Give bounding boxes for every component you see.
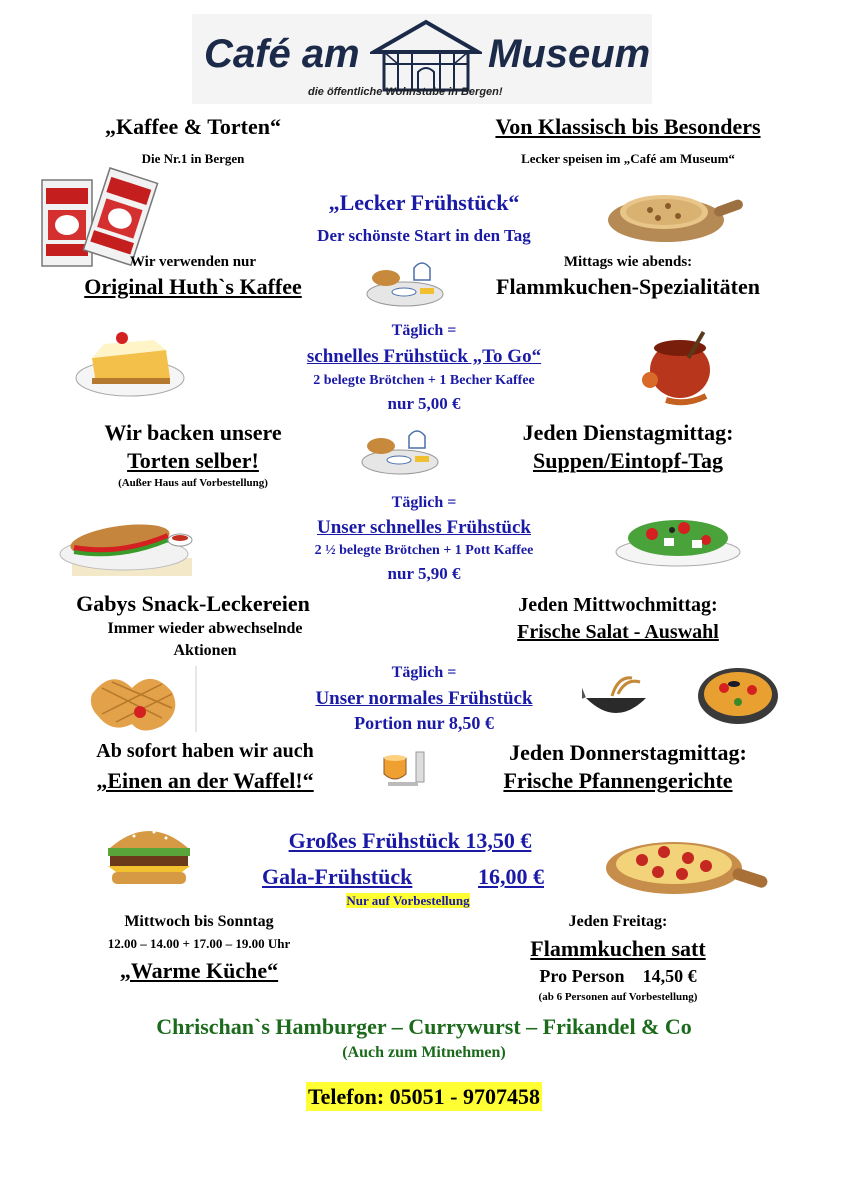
heading-klassisch: Von Klassisch bis Besonders bbox=[495, 114, 761, 139]
offer1-title: schnelles Frühstück „To Go“ bbox=[306, 346, 542, 367]
heading-huths-kaffee: Original Huth`s Kaffee bbox=[84, 274, 302, 299]
heading-salat: Frische Salat - Auswahl bbox=[517, 621, 719, 643]
salad-illustration bbox=[614, 510, 744, 568]
nur-vorbestellung-text: Nur auf Vorbestellung bbox=[346, 893, 470, 908]
footer-mitnehmen: (Auch zum Mitnehmen) bbox=[342, 1044, 506, 1061]
subheading-nr1: Die Nr.1 in Bergen bbox=[141, 151, 245, 166]
footer-hamburger: Chrischan`s Hamburger – Currywurst – Frikandel & Co bbox=[156, 1014, 692, 1039]
text-ab-sofort: Ab sofort haben wir auch bbox=[96, 740, 314, 762]
nur-vorbestellung-badge bbox=[324, 893, 492, 909]
house-icon bbox=[370, 18, 482, 92]
logo-tagline: die öffentliche Wohnstube in Bergen! bbox=[308, 86, 503, 98]
offer2-desc: 2 ½ belegte Brötchen + 1 Pott Kaffee bbox=[314, 543, 534, 558]
paella-illustration bbox=[694, 660, 782, 730]
text-immer-1: Immer wieder abwechselnde bbox=[107, 620, 303, 637]
heading-lecker-fruehstueck: „Lecker Frühstück“ bbox=[328, 190, 520, 215]
logo bbox=[192, 14, 652, 104]
heading-gala: Gala-Frühstück bbox=[262, 864, 413, 889]
heading-suppen: Suppen/Eintopf-Tag bbox=[533, 448, 723, 473]
offer3-price: Portion nur 8,50 € bbox=[354, 713, 494, 733]
soup-pot-illustration bbox=[636, 326, 726, 410]
sandwich-illustration bbox=[52, 506, 212, 578]
heading-waffel: „Einen an der Waffel!“ bbox=[96, 768, 314, 793]
heading-gabys: Gabys Snack-Leckereien bbox=[76, 591, 310, 616]
heading-pfanne: Frische Pfannengerichte bbox=[503, 768, 733, 793]
subheading-schoenste-start: Der schönste Start in den Tag bbox=[317, 226, 531, 245]
waffle-illustration bbox=[82, 664, 200, 734]
heading-grosses: Großes Frühstück 13,50 € bbox=[288, 828, 532, 853]
logo-word-right: Museum bbox=[488, 32, 651, 76]
logo-word-left: Café am bbox=[204, 32, 360, 76]
offer2-daily: Täglich = bbox=[391, 494, 457, 511]
text-zeiten: 12.00 – 14.00 + 17.00 – 19.00 Uhr bbox=[107, 936, 291, 951]
pro-person-line bbox=[460, 966, 776, 987]
footer-telefon-box bbox=[0, 1084, 848, 1110]
offer3-title: Unser normales Frühstück bbox=[315, 688, 533, 709]
text-freitag: Jeden Freitag: bbox=[568, 913, 668, 930]
text-ausser-haus: (Außer Haus auf Vorbestellung) bbox=[118, 477, 268, 489]
heading-warme-kueche: „Warme Küche“ bbox=[119, 958, 279, 983]
text-ab-6: (ab 6 Personen auf Vorbestellung) bbox=[538, 991, 698, 1003]
offer1-daily: Täglich = bbox=[391, 322, 457, 339]
offer2-price: nur 5,90 € bbox=[387, 564, 461, 583]
text-immer-2: Aktionen bbox=[173, 642, 237, 659]
pro-person-price: 14,50 € bbox=[642, 966, 697, 986]
offer3-daily: Täglich = bbox=[391, 664, 457, 681]
pizza-illustration bbox=[602, 828, 772, 900]
wok-illustration bbox=[582, 672, 654, 726]
gala-price: 16,00 € bbox=[478, 864, 544, 889]
cake-illustration bbox=[74, 322, 186, 398]
text-mittags: Mittags wie abends: bbox=[563, 254, 693, 270]
burger-illustration bbox=[104, 818, 194, 888]
breakfast-tray-icon-2 bbox=[358, 426, 442, 476]
text-wir-verwenden: Wir verwenden nur bbox=[129, 254, 257, 270]
pro-person-label: Pro Person bbox=[539, 966, 625, 986]
heading-mittwoch: Jeden Mittwochmittag: bbox=[518, 594, 718, 616]
offer1-desc: 2 belegte Brötchen + 1 Becher Kaffee bbox=[313, 373, 535, 388]
offer1-price: nur 5,00 € bbox=[387, 394, 461, 413]
footer-telefon: Telefon: 05051 - 9707458 bbox=[307, 1084, 540, 1109]
cup-icon bbox=[378, 744, 432, 792]
heading-backen-1: Wir backen unsere bbox=[104, 420, 282, 445]
breakfast-tray-icon bbox=[364, 258, 446, 308]
heading-backen-2: Torten selber! bbox=[127, 448, 259, 473]
text-mittwoch-sonntag: Mittwoch bis Sonntag bbox=[124, 913, 274, 930]
heading-kaffee-torten: „Kaffee & Torten“ bbox=[105, 114, 281, 139]
heading-donnerstag: Jeden Donnerstagmittag: bbox=[509, 740, 747, 765]
subheading-lecker-speisen: Lecker speisen im „Café am Museum“ bbox=[521, 151, 735, 166]
heading-flammkuchen: Flammkuchen-Spezialitäten bbox=[496, 274, 760, 299]
offer2-title: Unser schnelles Frühstück bbox=[317, 517, 531, 538]
heading-flamm-satt: Flammkuchen satt bbox=[530, 936, 706, 961]
heading-dienstag: Jeden Dienstagmittag: bbox=[522, 420, 734, 445]
